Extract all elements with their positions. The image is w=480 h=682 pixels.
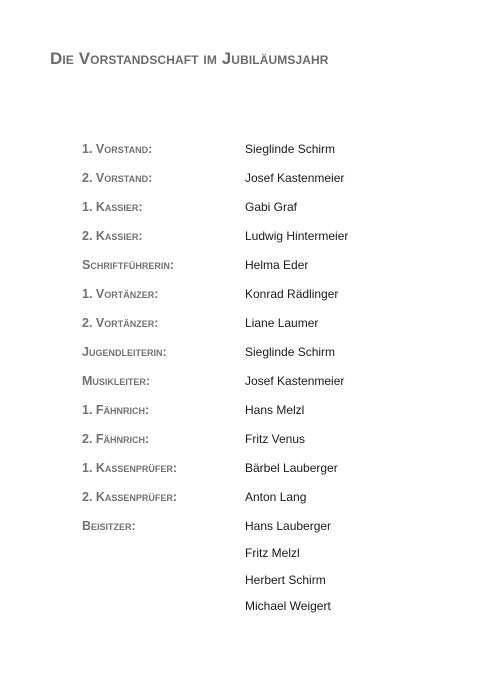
person-name: Konrad Rädlinger (245, 286, 339, 301)
person-name: Josef Kastenmeier (245, 170, 345, 185)
role-label: Jugendleiterin: (82, 344, 167, 359)
person-name: Herbert Schirm (245, 572, 326, 587)
board-roster (82, 134, 462, 620)
person-name: Josef Kastenmeier (245, 373, 345, 388)
person-name: Anton Lang (245, 489, 307, 504)
person-name: Ludwig Hintermeier (245, 228, 349, 243)
person-name: Liane Laumer (245, 315, 319, 330)
roster-row (82, 511, 462, 540)
role-label: Musikleiter: (82, 373, 151, 388)
roster-row (82, 279, 462, 308)
role-label: 2. Kassenprüfer: (82, 489, 178, 504)
roster-row (82, 134, 462, 163)
person-name: Fritz Venus (245, 431, 306, 446)
roster-row (82, 482, 462, 511)
person-name: Bärbel Lauberger (245, 460, 338, 475)
person-name: Sieglinde Schirm (245, 344, 336, 359)
roster-row (82, 424, 462, 453)
person-name: Michael Weigert (245, 599, 331, 614)
roster-row (82, 308, 462, 337)
role-label: 1. Kassenprüfer: (82, 460, 178, 475)
person-name: Fritz Melzl (245, 546, 300, 561)
page-title: Die Vorstandschaft im Jubiläumsjahr (50, 49, 329, 68)
role-label: 2. Vortänzer: (82, 315, 159, 330)
role-label: 1. Fähnrich: (82, 402, 150, 417)
roster-row (82, 337, 462, 366)
person-name: Sieglinde Schirm (245, 141, 336, 156)
roster-row-continued (82, 593, 462, 620)
role-label: 2. Kassier: (82, 228, 143, 243)
roster-row (82, 453, 462, 482)
role-label: Schriftführerin: (82, 257, 174, 272)
roster-row-continued (82, 567, 462, 594)
roster-row (82, 395, 462, 424)
roster-row (82, 192, 462, 221)
role-label: Beisitzer: (82, 518, 136, 533)
person-name: Helma Eder (245, 257, 309, 272)
roster-row-continued (82, 540, 462, 567)
role-label: 1. Vorstand: (82, 141, 153, 156)
role-label: 1. Kassier: (82, 199, 143, 214)
roster-row (82, 163, 462, 192)
role-label: 2. Vorstand: (82, 170, 153, 185)
person-name: Hans Lauberger (245, 518, 332, 533)
roster-row (82, 366, 462, 395)
person-name: Hans Melzl (245, 402, 305, 417)
roster-row (82, 250, 462, 279)
person-name: Gabi Graf (245, 199, 298, 214)
role-label: 1. Vortänzer: (82, 286, 159, 301)
roster-row (82, 221, 462, 250)
role-label: 2. Fähnrich: (82, 431, 150, 446)
